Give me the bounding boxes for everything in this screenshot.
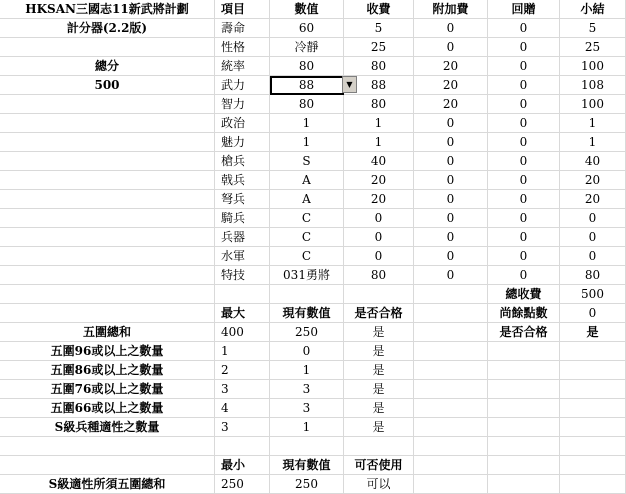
empty-cell[interactable] xyxy=(488,437,560,456)
header-value[interactable]: 數值 xyxy=(270,0,344,19)
min-row-current[interactable]: 250 xyxy=(270,475,344,494)
check-max[interactable]: 400 xyxy=(215,323,270,342)
stat-rebate[interactable]: 0 xyxy=(488,95,560,114)
check-ok[interactable]: 是 xyxy=(344,418,414,437)
empty-cell[interactable] xyxy=(0,209,215,228)
stat-extra[interactable]: 20 xyxy=(414,95,488,114)
pass-value[interactable]: 是 xyxy=(560,323,626,342)
empty-cell[interactable] xyxy=(0,95,215,114)
stat-value[interactable]: C xyxy=(270,209,344,228)
check-current[interactable]: 1 xyxy=(270,361,344,380)
stat-name[interactable]: 智力 xyxy=(215,95,270,114)
stat-value[interactable]: 1 xyxy=(270,114,344,133)
empty-cell[interactable] xyxy=(344,285,414,304)
total-value[interactable]: 500 xyxy=(0,76,215,95)
stat-extra[interactable]: 0 xyxy=(414,209,488,228)
table-row xyxy=(0,228,626,247)
stat-subtotal[interactable]: 100 xyxy=(560,95,626,114)
table-row xyxy=(0,19,626,38)
stat-subtotal[interactable]: 1 xyxy=(560,114,626,133)
empty-cell[interactable] xyxy=(0,266,215,285)
remaining-value[interactable]: 0 xyxy=(560,304,626,323)
stat-subtotal[interactable]: 40 xyxy=(560,152,626,171)
pass-label[interactable]: 是否合格 xyxy=(488,323,560,342)
table-row xyxy=(0,57,626,76)
header-item[interactable]: 項目 xyxy=(215,0,270,19)
stat-fee[interactable]: 1 xyxy=(344,133,414,152)
stat-name[interactable]: 政治 xyxy=(215,114,270,133)
table-row xyxy=(0,323,626,342)
empty-cell[interactable] xyxy=(560,380,626,399)
stat-fee[interactable]: 0 xyxy=(344,228,414,247)
check-max[interactable]: 4 xyxy=(215,399,270,418)
empty-cell[interactable] xyxy=(488,475,560,494)
check-current[interactable]: 250 xyxy=(270,323,344,342)
stat-rebate[interactable]: 0 xyxy=(488,38,560,57)
stat-name[interactable]: 弩兵 xyxy=(215,190,270,209)
sheet-title-line2[interactable]: 計分器(2.2版) xyxy=(0,19,215,38)
table-row xyxy=(0,380,626,399)
table-row xyxy=(0,152,626,171)
total-label[interactable]: 總分 xyxy=(0,57,215,76)
empty-cell[interactable] xyxy=(0,228,215,247)
stat-subtotal[interactable]: 108 xyxy=(560,76,626,95)
empty-cell[interactable] xyxy=(560,361,626,380)
stat-subtotal[interactable]: 1 xyxy=(560,133,626,152)
table-row xyxy=(0,133,626,152)
table-row xyxy=(0,190,626,209)
stat-name[interactable]: 特技 xyxy=(215,266,270,285)
total-fee-value[interactable]: 500 xyxy=(560,285,626,304)
table-row xyxy=(0,437,626,456)
empty-cell[interactable] xyxy=(0,304,215,323)
empty-cell[interactable] xyxy=(0,38,215,57)
empty-cell[interactable] xyxy=(215,285,270,304)
active-cell-dropdown[interactable] xyxy=(270,76,353,95)
stat-rebate[interactable]: 0 xyxy=(488,190,560,209)
table-row xyxy=(0,209,626,228)
stat-name[interactable]: 統率 xyxy=(215,57,270,76)
empty-cell[interactable] xyxy=(0,456,215,475)
stat-name[interactable]: 騎兵 xyxy=(215,209,270,228)
checks-header-max[interactable]: 最大 xyxy=(215,304,270,323)
stat-fee[interactable]: 80 xyxy=(344,266,414,285)
stat-name[interactable]: 水軍 xyxy=(215,247,270,266)
empty-cell[interactable] xyxy=(488,399,560,418)
empty-cell[interactable] xyxy=(488,361,560,380)
stat-extra[interactable]: 0 xyxy=(414,228,488,247)
min-header-min[interactable]: 最小 xyxy=(215,456,270,475)
stat-subtotal[interactable]: 25 xyxy=(560,38,626,57)
empty-cell[interactable] xyxy=(0,247,215,266)
stat-subtotal[interactable]: 20 xyxy=(560,190,626,209)
empty-cell[interactable] xyxy=(414,361,488,380)
stat-name[interactable]: 性格 xyxy=(215,38,270,57)
stat-subtotal[interactable]: 0 xyxy=(560,228,626,247)
empty-cell[interactable] xyxy=(0,285,215,304)
stat-value[interactable]: C xyxy=(270,228,344,247)
empty-cell[interactable] xyxy=(414,437,488,456)
empty-cell[interactable] xyxy=(414,342,488,361)
empty-cell[interactable] xyxy=(488,342,560,361)
stat-fee[interactable]: 0 xyxy=(344,209,414,228)
stat-fee[interactable]: 80 xyxy=(344,95,414,114)
table-row xyxy=(0,399,626,418)
stat-fee[interactable]: 20 xyxy=(344,171,414,190)
table-row xyxy=(0,247,626,266)
checks-header-ok[interactable]: 是否合格 xyxy=(344,304,414,323)
stat-extra[interactable]: 0 xyxy=(414,152,488,171)
stat-name[interactable]: 槍兵 xyxy=(215,152,270,171)
stat-value[interactable]: 80 xyxy=(270,57,344,76)
stat-value[interactable]: S xyxy=(270,152,344,171)
check-max[interactable]: 1 xyxy=(215,342,270,361)
stat-extra[interactable]: 0 xyxy=(414,133,488,152)
check-ok[interactable]: 是 xyxy=(344,323,414,342)
check-label[interactable]: 五圍96或以上之數量 xyxy=(0,342,215,361)
stat-extra[interactable]: 0 xyxy=(414,171,488,190)
empty-cell[interactable] xyxy=(414,475,488,494)
stat-subtotal[interactable]: 5 xyxy=(560,19,626,38)
stat-name[interactable]: 武力 xyxy=(215,76,270,95)
stat-extra[interactable]: 0 xyxy=(414,190,488,209)
header-subtotal[interactable]: 小結 xyxy=(560,0,626,19)
stat-value: 88 xyxy=(298,78,315,92)
stat-name[interactable]: 壽命 xyxy=(215,19,270,38)
header-extra[interactable]: 附加費 xyxy=(414,0,488,19)
table-row xyxy=(0,285,626,304)
stat-rebate[interactable]: 0 xyxy=(488,247,560,266)
check-max[interactable]: 2 xyxy=(215,361,270,380)
check-label[interactable]: 五圍66或以上之數量 xyxy=(0,399,215,418)
empty-cell[interactable] xyxy=(560,342,626,361)
empty-cell[interactable] xyxy=(560,456,626,475)
stat-fee[interactable]: 5 xyxy=(344,19,414,38)
total-fee-label[interactable]: 總收費 xyxy=(488,285,560,304)
empty-cell[interactable] xyxy=(488,418,560,437)
stat-name[interactable]: 魅力 xyxy=(215,133,270,152)
stat-rebate[interactable]: 0 xyxy=(488,76,560,95)
table-row xyxy=(0,304,626,323)
stat-subtotal[interactable]: 100 xyxy=(560,57,626,76)
stat-value[interactable]: 031勇將 xyxy=(270,266,344,285)
stat-fee[interactable]: 80 xyxy=(344,57,414,76)
check-label[interactable]: 五圍76或以上之數量 xyxy=(0,380,215,399)
check-current[interactable]: 1 xyxy=(270,418,344,437)
stat-fee[interactable]: 1 xyxy=(344,114,414,133)
table-row xyxy=(0,342,626,361)
stat-rebate[interactable]: 0 xyxy=(488,266,560,285)
empty-cell[interactable] xyxy=(560,437,626,456)
empty-cell[interactable] xyxy=(414,418,488,437)
table-row xyxy=(0,266,626,285)
empty-cell[interactable] xyxy=(344,437,414,456)
min-row-min[interactable]: 250 xyxy=(215,475,270,494)
stat-rebate[interactable]: 0 xyxy=(488,228,560,247)
stat-subtotal[interactable]: 20 xyxy=(560,171,626,190)
sheet-title-line1[interactable]: HKSAN三國志11新武將計劃 xyxy=(0,0,215,19)
stat-subtotal[interactable]: 0 xyxy=(560,209,626,228)
stat-rebate[interactable]: 0 xyxy=(488,114,560,133)
stat-value[interactable]: 80 xyxy=(270,95,344,114)
table-row xyxy=(0,418,626,437)
check-current[interactable]: 0 xyxy=(270,342,344,361)
stat-subtotal[interactable]: 80 xyxy=(560,266,626,285)
stat-value[interactable]: C xyxy=(270,247,344,266)
stat-fee[interactable]: 0 xyxy=(344,247,414,266)
check-ok[interactable]: 是 xyxy=(344,342,414,361)
table-row xyxy=(0,475,626,494)
stat-extra[interactable]: 0 xyxy=(414,114,488,133)
check-ok[interactable]: 是 xyxy=(344,361,414,380)
min-header-current[interactable]: 現有數值 xyxy=(270,456,344,475)
empty-cell[interactable] xyxy=(270,285,344,304)
table-row xyxy=(0,171,626,190)
table-row xyxy=(0,95,626,114)
stat-rebate[interactable]: 0 xyxy=(488,152,560,171)
check-current[interactable]: 3 xyxy=(270,399,344,418)
empty-cell[interactable] xyxy=(215,437,270,456)
empty-cell[interactable] xyxy=(414,399,488,418)
check-current[interactable]: 3 xyxy=(270,380,344,399)
min-header-usable[interactable]: 可否使用 xyxy=(344,456,414,475)
empty-cell[interactable] xyxy=(414,456,488,475)
stat-rebate[interactable]: 0 xyxy=(488,209,560,228)
empty-cell[interactable] xyxy=(0,152,215,171)
table-row xyxy=(0,38,626,57)
stat-extra[interactable]: 0 xyxy=(414,19,488,38)
check-max[interactable]: 3 xyxy=(215,380,270,399)
stat-rebate[interactable]: 0 xyxy=(488,171,560,190)
empty-cell[interactable] xyxy=(0,133,215,152)
empty-cell[interactable] xyxy=(270,437,344,456)
empty-cell[interactable] xyxy=(0,114,215,133)
stat-value[interactable]: 冷靜 xyxy=(270,38,344,57)
empty-cell[interactable] xyxy=(560,418,626,437)
checks-header-current[interactable]: 現有數值 xyxy=(270,304,344,323)
stat-value[interactable]: A xyxy=(270,190,344,209)
stat-name[interactable]: 兵器 xyxy=(215,228,270,247)
stat-fee[interactable]: 40 xyxy=(344,152,414,171)
stat-value[interactable]: 1 xyxy=(270,133,344,152)
stat-extra[interactable]: 0 xyxy=(414,38,488,57)
stat-rebate[interactable]: 0 xyxy=(488,133,560,152)
stat-subtotal[interactable]: 0 xyxy=(560,247,626,266)
stat-extra[interactable]: 20 xyxy=(414,76,488,95)
check-label[interactable]: S級兵種適性之數量 xyxy=(0,418,215,437)
table-row xyxy=(0,76,626,95)
stat-fee[interactable]: 88 xyxy=(344,76,414,95)
check-max[interactable]: 3 xyxy=(215,418,270,437)
empty-cell[interactable] xyxy=(560,399,626,418)
min-row-label[interactable]: S級適性所須五圍總和 xyxy=(0,475,215,494)
remaining-label[interactable]: 尚餘點數 xyxy=(488,304,560,323)
header-rebate[interactable]: 回贈 xyxy=(488,0,560,19)
stat-rebate[interactable]: 0 xyxy=(488,19,560,38)
empty-cell[interactable] xyxy=(0,190,215,209)
check-ok[interactable]: 是 xyxy=(344,380,414,399)
check-label[interactable]: 五圍86或以上之數量 xyxy=(0,361,215,380)
empty-cell[interactable] xyxy=(414,323,488,342)
stat-extra[interactable]: 20 xyxy=(414,57,488,76)
empty-cell[interactable] xyxy=(0,171,215,190)
check-ok[interactable]: 是 xyxy=(344,399,414,418)
stat-value[interactable]: 60 xyxy=(270,19,344,38)
stat-fee[interactable]: 25 xyxy=(344,38,414,57)
min-row-usable[interactable]: 可以 xyxy=(344,475,414,494)
empty-cell[interactable] xyxy=(414,285,488,304)
stat-name[interactable]: 戟兵 xyxy=(215,171,270,190)
stat-rebate[interactable]: 0 xyxy=(488,57,560,76)
empty-cell[interactable] xyxy=(488,456,560,475)
stat-extra[interactable]: 0 xyxy=(414,247,488,266)
header-row xyxy=(0,0,626,19)
empty-cell[interactable] xyxy=(0,437,215,456)
table-row xyxy=(0,114,626,133)
dropdown-arrow-icon[interactable]: ▼ xyxy=(342,76,357,93)
empty-cell[interactable] xyxy=(414,380,488,399)
stat-extra[interactable]: 0 xyxy=(414,266,488,285)
table-row xyxy=(0,456,626,475)
check-label[interactable]: 五圍總和 xyxy=(0,323,215,342)
stat-value[interactable]: A xyxy=(270,171,344,190)
header-fee[interactable]: 收費 xyxy=(344,0,414,19)
empty-cell[interactable] xyxy=(414,304,488,323)
empty-cell[interactable] xyxy=(488,380,560,399)
empty-cell[interactable] xyxy=(560,475,626,494)
table-row xyxy=(0,361,626,380)
stat-fee[interactable]: 20 xyxy=(344,190,414,209)
